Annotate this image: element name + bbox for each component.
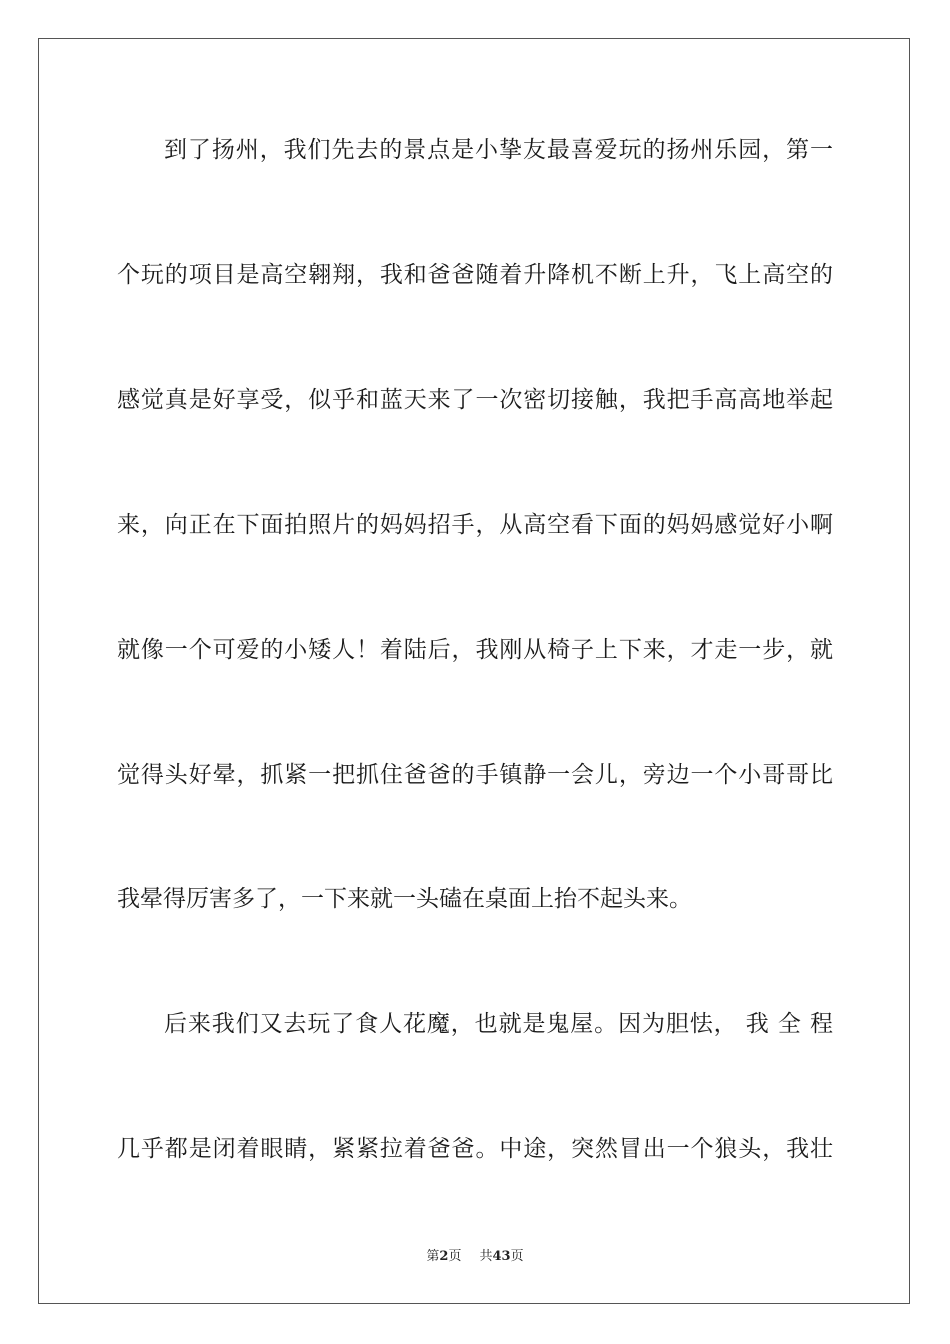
page-border [38, 38, 910, 1304]
paragraph-line: 我晕得厉害多了，一下来就一头磕在桌面上抬不起头来。 [117, 886, 692, 912]
paragraph-line: 来，向正在下面拍照片的妈妈招手，从高空看下面的妈妈感觉好小啊 [117, 512, 833, 538]
paragraph-line: 觉得头好晕，抓紧一把抓住爸爸的手镇静一会儿，旁边一个小哥哥比 [117, 762, 833, 788]
paragraph-line: 感觉真是好享受，似乎和蓝天来了一次密切接触，我把手高高地举起 [117, 387, 833, 413]
paragraph-line: 就像一个可爱的小矮人！着陆后，我刚从椅子上下来，才走一步，就 [117, 637, 833, 663]
page-prefix: 第 [426, 1249, 440, 1264]
page-suffix: 页 [448, 1249, 462, 1264]
paragraph-line: 后来我们又去玩了食人花魔，也就是鬼屋。因为胆怯， 我 全 程 [164, 1011, 833, 1037]
total-suffix: 页 [510, 1249, 524, 1264]
page-footer [0, 1248, 950, 1266]
page-number: 2 [439, 1249, 449, 1264]
paragraph-line: 几乎都是闭着眼睛，紧紧拉着爸爸。中途，突然冒出一个狼头，我壮 [117, 1136, 833, 1162]
total-prefix: 共 [479, 1249, 493, 1264]
paragraph-line: 到了扬州，我们先去的景点是小挚友最喜爱玩的扬州乐园，第一 [164, 137, 833, 163]
total-pages: 43 [492, 1249, 511, 1264]
paragraph-line: 个玩的项目是高空翱翔，我和爸爸随着升降机不断上升，飞上高空的 [117, 262, 833, 288]
